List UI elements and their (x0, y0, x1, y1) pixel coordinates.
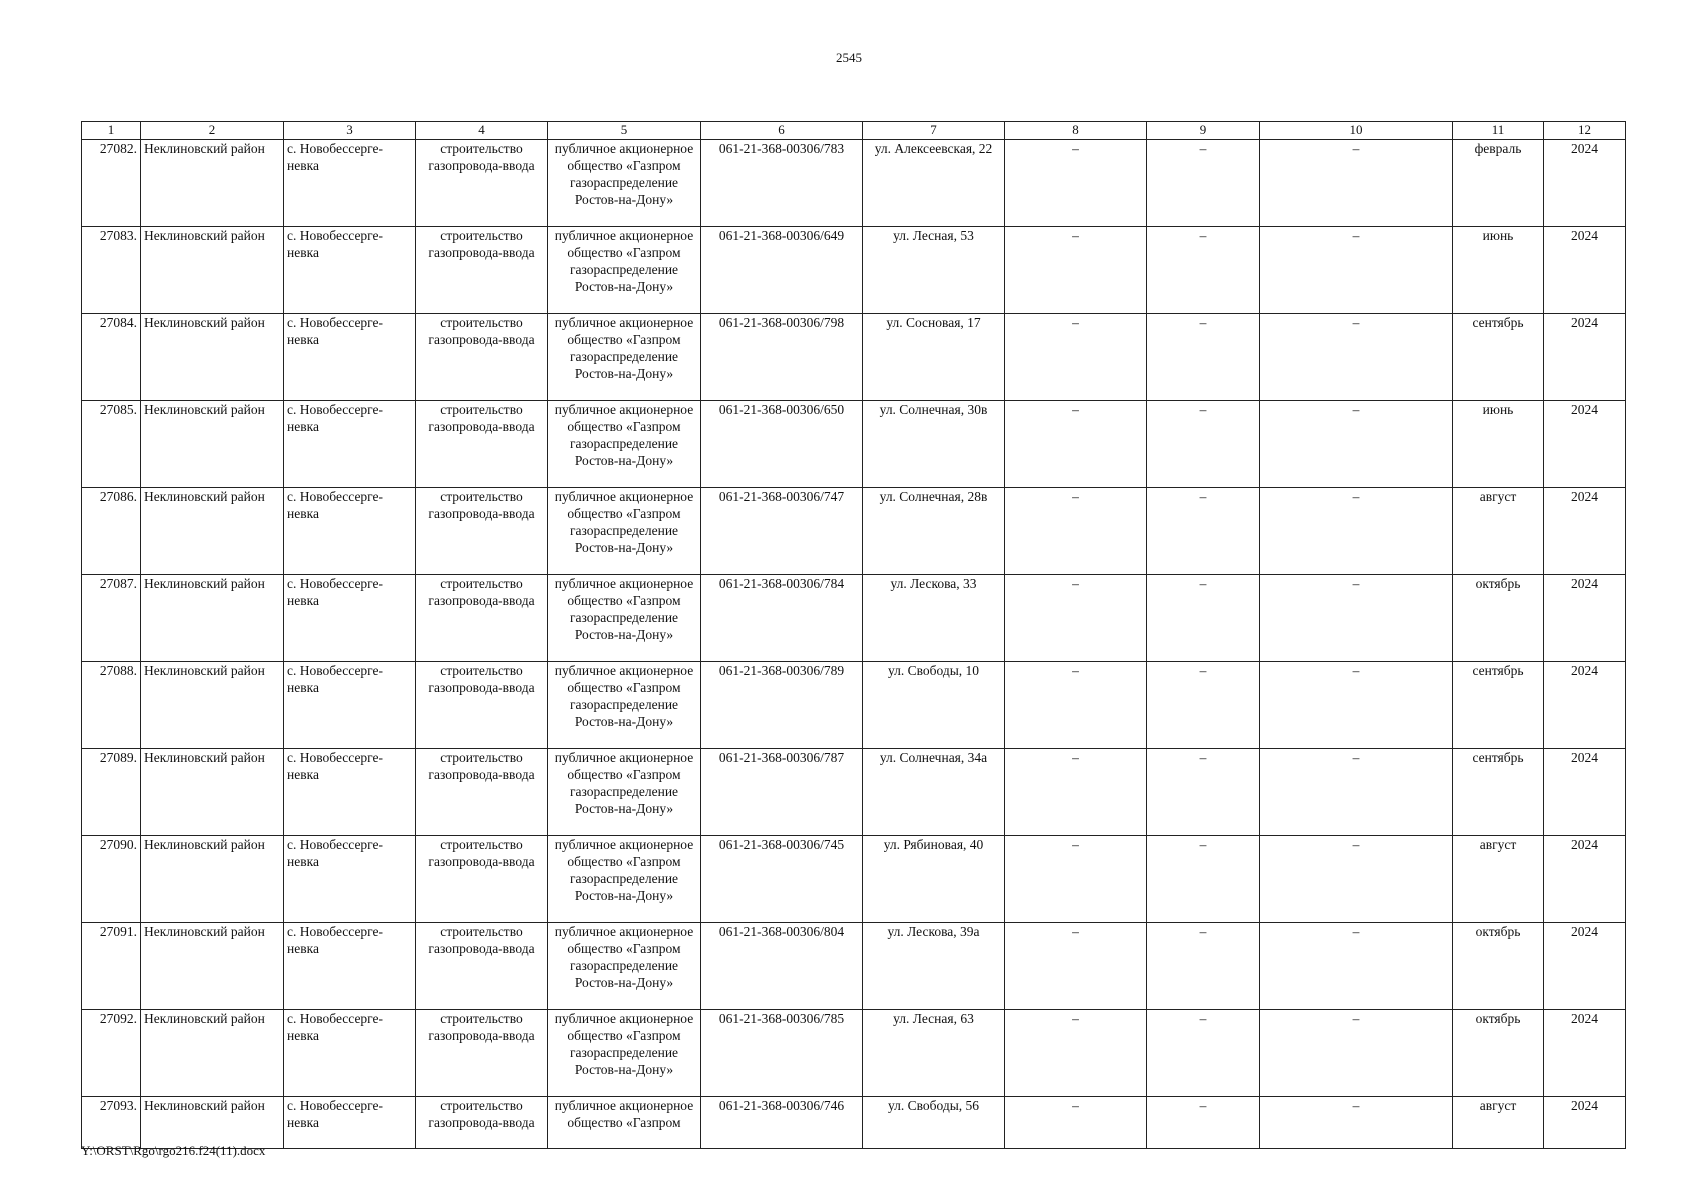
column-8-cell: – (1005, 314, 1147, 401)
column-10-cell: – (1260, 662, 1453, 749)
column-9-cell: – (1147, 140, 1260, 227)
address-cell: ул. Свободы, 10 (863, 662, 1005, 749)
address-cell: ул. Лесная, 63 (863, 1010, 1005, 1097)
month-cell: август (1453, 488, 1544, 575)
column-8-cell: – (1005, 923, 1147, 1010)
address-cell: ул. Лескова, 33 (863, 575, 1005, 662)
column-10-cell: – (1260, 488, 1453, 575)
column-9-cell: – (1147, 314, 1260, 401)
organization-cell: публичное акционерное общество «Газпром газораспределение Ростов-на-Дону» (548, 923, 701, 1010)
table-row (82, 836, 1626, 923)
table-row (82, 314, 1626, 401)
work-type-cell: строительство газопровода-ввода (416, 140, 548, 227)
table-row (82, 401, 1626, 488)
record-number-cell: 27087. (82, 575, 141, 662)
column-9-cell: – (1147, 1097, 1260, 1149)
address-cell: ул. Алексеевская, 22 (863, 140, 1005, 227)
address-cell: ул. Рябиновая, 40 (863, 836, 1005, 923)
registry-code-cell: 061-21-368-00306/745 (701, 836, 863, 923)
year-cell: 2024 (1544, 836, 1626, 923)
table-row (82, 662, 1626, 749)
year-cell: 2024 (1544, 749, 1626, 836)
organization-cell: публичное акционерное общество «Газпром газораспределение Ростов-на-Дону» (548, 488, 701, 575)
address-cell: ул. Солнечная, 34а (863, 749, 1005, 836)
table-row (82, 1097, 1626, 1149)
month-cell: июнь (1453, 401, 1544, 488)
settlement-cell: с. Новобессерге-невка (284, 314, 416, 401)
settlement-cell: с. Новобессерге-невка (284, 401, 416, 488)
column-9-cell: – (1147, 923, 1260, 1010)
district-cell: Неклиновский район (141, 1010, 284, 1097)
footer-file-path: Y:\ORST\Rgo\rgo216.f24(11).docx (81, 1143, 266, 1158)
record-number-cell: 27085. (82, 401, 141, 488)
work-type-cell: строительство газопровода-ввода (416, 749, 548, 836)
year-cell: 2024 (1544, 1010, 1626, 1097)
record-number-cell: 27089. (82, 749, 141, 836)
month-cell: август (1453, 1097, 1544, 1149)
work-type-cell: строительство газопровода-ввода (416, 314, 548, 401)
column-10-cell: – (1260, 401, 1453, 488)
settlement-cell: с. Новобессерге-невка (284, 488, 416, 575)
record-number-cell: 27090. (82, 836, 141, 923)
column-8-cell: – (1005, 401, 1147, 488)
column-8-cell: – (1005, 140, 1147, 227)
record-number-cell: 27092. (82, 1010, 141, 1097)
district-cell: Неклиновский район (141, 575, 284, 662)
registry-code-cell: 061-21-368-00306/650 (701, 401, 863, 488)
month-cell: октябрь (1453, 575, 1544, 662)
column-10-cell: – (1260, 836, 1453, 923)
column-header: 11 (1453, 122, 1544, 140)
work-type-cell: строительство газопровода-ввода (416, 401, 548, 488)
column-10-cell: – (1260, 314, 1453, 401)
settlement-cell: с. Новобессерге-невка (284, 227, 416, 314)
column-9-cell: – (1147, 488, 1260, 575)
column-header: 9 (1147, 122, 1260, 140)
year-cell: 2024 (1544, 488, 1626, 575)
column-8-cell: – (1005, 662, 1147, 749)
settlement-cell: с. Новобессерге-невка (284, 1097, 416, 1149)
registry-code-cell: 061-21-368-00306/649 (701, 227, 863, 314)
year-cell: 2024 (1544, 662, 1626, 749)
record-number-cell: 27086. (82, 488, 141, 575)
registry-code-cell: 061-21-368-00306/798 (701, 314, 863, 401)
year-cell: 2024 (1544, 575, 1626, 662)
column-8-cell: – (1005, 749, 1147, 836)
district-cell: Неклиновский район (141, 923, 284, 1010)
address-cell: ул. Солнечная, 28в (863, 488, 1005, 575)
column-8-cell: – (1005, 836, 1147, 923)
column-8-cell: – (1005, 1010, 1147, 1097)
column-10-cell: – (1260, 1097, 1453, 1149)
month-cell: сентябрь (1453, 749, 1544, 836)
column-8-cell: – (1005, 488, 1147, 575)
district-cell: Неклиновский район (141, 140, 284, 227)
column-header: 5 (548, 122, 701, 140)
column-9-cell: – (1147, 401, 1260, 488)
column-header: 1 (82, 122, 141, 140)
settlement-cell: с. Новобессерге-невка (284, 140, 416, 227)
settlement-cell: с. Новобессерге-невка (284, 923, 416, 1010)
work-type-cell: строительство газопровода-ввода (416, 575, 548, 662)
column-header: 7 (863, 122, 1005, 140)
district-cell: Неклиновский район (141, 401, 284, 488)
registry-code-cell: 061-21-368-00306/787 (701, 749, 863, 836)
district-cell: Неклиновский район (141, 662, 284, 749)
gas-pipeline-registry-table (81, 121, 1626, 1149)
year-cell: 2024 (1544, 923, 1626, 1010)
column-number-header-row (82, 122, 1626, 140)
settlement-cell: с. Новобессерге-невка (284, 1010, 416, 1097)
organization-cell: публичное акционерное общество «Газпром газораспределение Ростов-на-Дону» (548, 140, 701, 227)
work-type-cell: строительство газопровода-ввода (416, 836, 548, 923)
table-row (82, 227, 1626, 314)
column-9-cell: – (1147, 227, 1260, 314)
district-cell: Неклиновский район (141, 749, 284, 836)
column-9-cell: – (1147, 749, 1260, 836)
organization-cell: публичное акционерное общество «Газпром газораспределение Ростов-на-Дону» (548, 1010, 701, 1097)
column-9-cell: – (1147, 662, 1260, 749)
organization-cell: публичное акционерное общество «Газпром газораспределение Ростов-на-Дону» (548, 662, 701, 749)
month-cell: октябрь (1453, 923, 1544, 1010)
column-header: 2 (141, 122, 284, 140)
month-cell: февраль (1453, 140, 1544, 227)
registry-code-cell: 061-21-368-00306/783 (701, 140, 863, 227)
settlement-cell: с. Новобессерге-невка (284, 836, 416, 923)
column-8-cell: – (1005, 575, 1147, 662)
organization-cell: публичное акционерное общество «Газпром газораспределение Ростов-на-Дону» (548, 227, 701, 314)
record-number-cell: 27082. (82, 140, 141, 227)
column-9-cell: – (1147, 836, 1260, 923)
column-header: 8 (1005, 122, 1147, 140)
address-cell: ул. Солнечная, 30в (863, 401, 1005, 488)
registry-code-cell: 061-21-368-00306/784 (701, 575, 863, 662)
registry-code-cell: 061-21-368-00306/785 (701, 1010, 863, 1097)
column-9-cell: – (1147, 1010, 1260, 1097)
organization-cell: публичное акционерное общество «Газпром газораспределение Ростов-на-Дону» (548, 575, 701, 662)
month-cell: июнь (1453, 227, 1544, 314)
column-8-cell: – (1005, 1097, 1147, 1149)
organization-cell: публичное акционерное общество «Газпром газораспределение Ростов-на-Дону» (548, 836, 701, 923)
work-type-cell: строительство газопровода-ввода (416, 227, 548, 314)
settlement-cell: с. Новобессерге-невка (284, 749, 416, 836)
table-row (82, 140, 1626, 227)
registry-code-cell: 061-21-368-00306/746 (701, 1097, 863, 1149)
work-type-cell: строительство газопровода-ввода (416, 662, 548, 749)
organization-cell: публичное акционерное общество «Газпром газораспределение Ростов-на-Дону» (548, 314, 701, 401)
column-header: 12 (1544, 122, 1626, 140)
organization-cell: публичное акционерное общество «Газпром газораспределение Ростов-на-Дону» (548, 401, 701, 488)
column-10-cell: – (1260, 923, 1453, 1010)
column-10-cell: – (1260, 1010, 1453, 1097)
year-cell: 2024 (1544, 401, 1626, 488)
address-cell: ул. Лесная, 53 (863, 227, 1005, 314)
address-cell: ул. Свободы, 56 (863, 1097, 1005, 1149)
record-number-cell: 27091. (82, 923, 141, 1010)
record-number-cell: 27088. (82, 662, 141, 749)
registry-code-cell: 061-21-368-00306/747 (701, 488, 863, 575)
table-row (82, 575, 1626, 662)
district-cell: Неклиновский район (141, 836, 284, 923)
address-cell: ул. Лескова, 39а (863, 923, 1005, 1010)
settlement-cell: с. Новобессерге-невка (284, 575, 416, 662)
settlement-cell: с. Новобессерге-невка (284, 662, 416, 749)
registry-code-cell: 061-21-368-00306/789 (701, 662, 863, 749)
year-cell: 2024 (1544, 1097, 1626, 1149)
district-cell: Неклиновский район (141, 314, 284, 401)
table-row (82, 749, 1626, 836)
address-cell: ул. Сосновая, 17 (863, 314, 1005, 401)
column-10-cell: – (1260, 140, 1453, 227)
month-cell: сентябрь (1453, 662, 1544, 749)
table-row (82, 923, 1626, 1010)
record-number-cell: 27093. (82, 1097, 141, 1149)
column-10-cell: – (1260, 227, 1453, 314)
column-10-cell: – (1260, 749, 1453, 836)
registry-code-cell: 061-21-368-00306/804 (701, 923, 863, 1010)
table-row (82, 1010, 1626, 1097)
column-header: 4 (416, 122, 548, 140)
district-cell: Неклиновский район (141, 1097, 284, 1149)
year-cell: 2024 (1544, 227, 1626, 314)
column-10-cell: – (1260, 575, 1453, 662)
record-number-cell: 27084. (82, 314, 141, 401)
organization-cell: публичное акционерное общество «Газпром газораспределение Ростов-на-Дону» (548, 749, 701, 836)
work-type-cell: строительство газопровода-ввода (416, 923, 548, 1010)
month-cell: август (1453, 836, 1544, 923)
year-cell: 2024 (1544, 314, 1626, 401)
page-number: 2545 (836, 50, 862, 65)
column-9-cell: – (1147, 575, 1260, 662)
year-cell: 2024 (1544, 140, 1626, 227)
organization-cell: публичное акционерное общество «Газпром (548, 1097, 701, 1149)
work-type-cell: строительство газопровода-ввода (416, 488, 548, 575)
district-cell: Неклиновский район (141, 488, 284, 575)
work-type-cell: строительство газопровода-ввода (416, 1010, 548, 1097)
column-header: 6 (701, 122, 863, 140)
record-number-cell: 27083. (82, 227, 141, 314)
column-8-cell: – (1005, 227, 1147, 314)
month-cell: октябрь (1453, 1010, 1544, 1097)
column-header: 3 (284, 122, 416, 140)
month-cell: сентябрь (1453, 314, 1544, 401)
column-header: 10 (1260, 122, 1453, 140)
table-row (82, 488, 1626, 575)
work-type-cell: строительство газопровода-ввода (416, 1097, 548, 1149)
district-cell: Неклиновский район (141, 227, 284, 314)
